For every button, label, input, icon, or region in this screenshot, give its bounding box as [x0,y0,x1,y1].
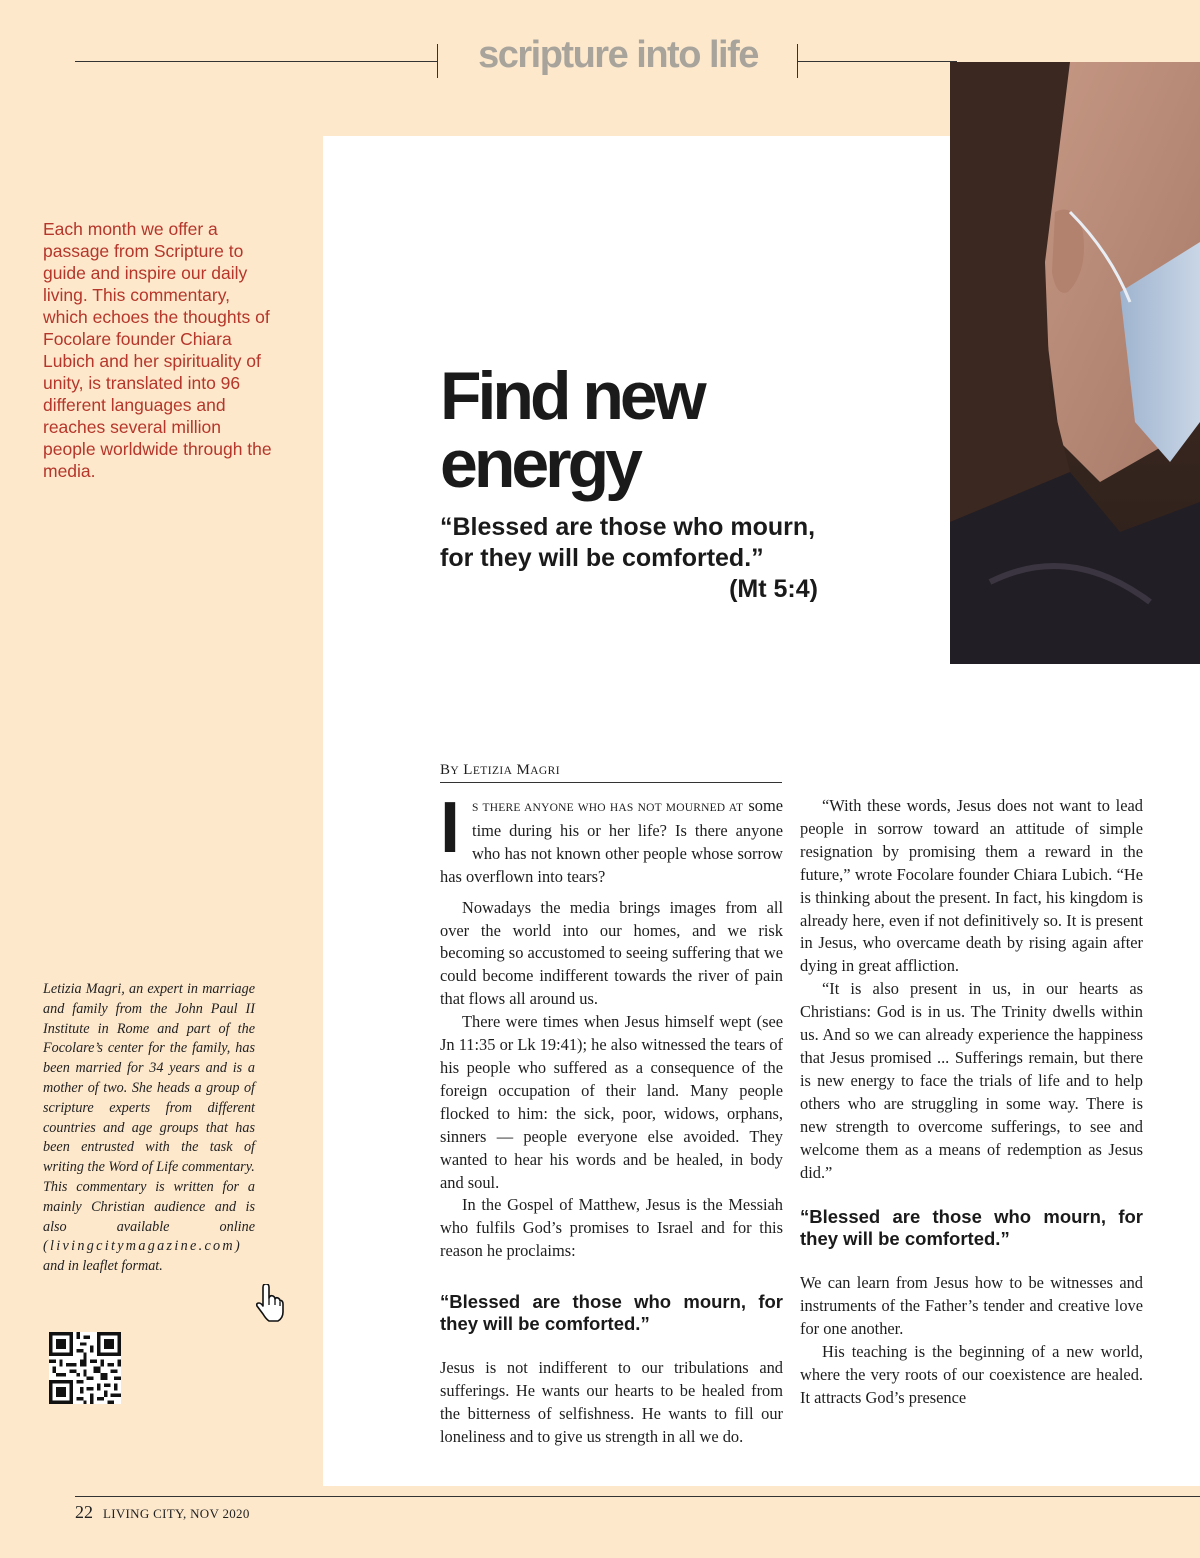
author-first-rest: ETIZIA [472,765,513,777]
lead-in: S THERE ANYONE WHO HAS NOT MOURNED AT [472,802,744,814]
article-paragraph-7: “It is also present in us, in our hearts as Christians: God is in us. The Trinity dwells within us. And so we can already experience the happiness that Jesus promised ... Sufferings remain, but there is new energy to face the trials of life and to help others who are struggling in some way. There is new strength to overcome sufferings, to see and welcome them as a means of redemption as Jesus did.” [800,979,1143,1182]
header-tick-left [437,44,438,78]
author-bio [43,980,255,1277]
author-last-rest: AGRI [530,765,560,777]
article-paragraph-9: His teaching is the beginning of a new world, where the very roots of our coexistence are healed. It attracts God’s presence [800,1342,1143,1407]
article-title-line-2: energy [440,426,639,502]
article-paragraph-1 [440,788,783,889]
hand-pointer-icon [254,1284,284,1322]
pull-quote-1: “Blessed are those who mourn, for they will be comforted.” [440,1291,783,1335]
author-last-initial: M [516,762,531,778]
byline [440,762,782,783]
verse-line-1: “Blessed are those who mourn, [440,513,816,541]
drop-cap: I [440,788,461,868]
page-number: 22 [75,1502,93,1522]
article-paragraph-1-text: some time during his or her life? Is there anyone who has not known other people whose sorrow has overflown into tears? [440,796,783,886]
magazine-issue: LIVING CITY, NOV 2020 [103,1506,250,1521]
page-footer [75,1502,250,1523]
article-paragraph-2: Nowadays the media brings images from all over the world into our homes, and we risk becoming so accustomed to seeing suffering that we could become indifferent towards the river of pain that flows all around us. [440,897,783,1009]
verse-reference: (Mt 5:4) [729,575,818,603]
author-bio-text: Letizia Magri, an expert in marriage and family from the John Paul II Institute in Rome and part of the Focolare’s center for the family, has been married for 34 years and is a mother of two. She heads a group of scripture experts from different countries and age groups that has been entrusted with the task of writing the Word of Life commentary. [43,981,255,1176]
article-paragraph-8: We can learn from Jesus how to be witnesses and instruments of the Father’s tender and creative love for one another. [800,1273,1143,1339]
article-paragraph-4: In the Gospel of Matthew, Jesus is the Messiah who fulfils God’s promises to Israel and for this reason he proclaims: [440,1195,783,1261]
article-title [440,358,940,502]
article-column-1 [440,788,783,1449]
article-paragraph-5: Jesus is not indifferent to our tribulations and sufferings. He wants our hearts to be healed from the bitterness of selfishness. He wants to fill our loneliness and to give us strength in all we do. [440,1358,783,1446]
author-first-initial: L [463,762,473,778]
qr-code-icon [48,1332,122,1404]
availability-note-text: This commentary is written for a mainly Christian audience and is also available online [43,1178,255,1235]
scripture-verse [440,512,910,605]
byline-by-initial: B [440,762,451,778]
section-title: scripture into life [478,34,758,76]
article-title-line-1: Find new [440,358,703,434]
intro-blurb: Each month we offer a passage from Scripture to guide and inspire our daily living. This commentary, which echoes the thoughts of Focolare founder Chiara Lubich and her spirituality of unity, is translated into 96 different languages and reaches several million people worldwide through the media. [43,219,272,481]
pull-quote-2: “Blessed are those who mourn, for they will be comforted.” [800,1206,1143,1250]
verse-line-2: for they will be comforted.” [440,544,764,572]
footer-rule [75,1496,1200,1497]
availability-note-end: and in leaflet format. [43,1258,163,1275]
header-rule-left [75,61,437,62]
article-column-2 [800,795,1143,1410]
header-rule-right [797,61,957,62]
photo-masked-woman [950,62,1200,664]
article-paragraph-3: There were times when Jesus himself wept (see Jn 11:35 or Lk 19:41); he also witnessed the tears of his people who suffered as a consequence of the foreign occupation of their land. Many people flocked to him: the sick, poor, widows, orphans, sinners — people everyone else avoided. They wanted to hear his words and be healed, in body and soul. [440,1012,783,1192]
website-link[interactable]: (livingcitymagazine.com) [43,1238,243,1255]
availability-note [43,1178,255,1277]
article-paragraph-6: “With these words, Jesus does not want to lead people in sorrow toward an attitude of simple resignation by promising them a reward in the future,” wrote Focolare founder Chiara Lubich. “He is thinking about the present. In fact, his kingdom is already here, even if not definitively so. It is present in Jesus, who overcame death by rising again after dying in great affliction. [800,796,1143,976]
byline-by-rest: Y [450,765,460,777]
